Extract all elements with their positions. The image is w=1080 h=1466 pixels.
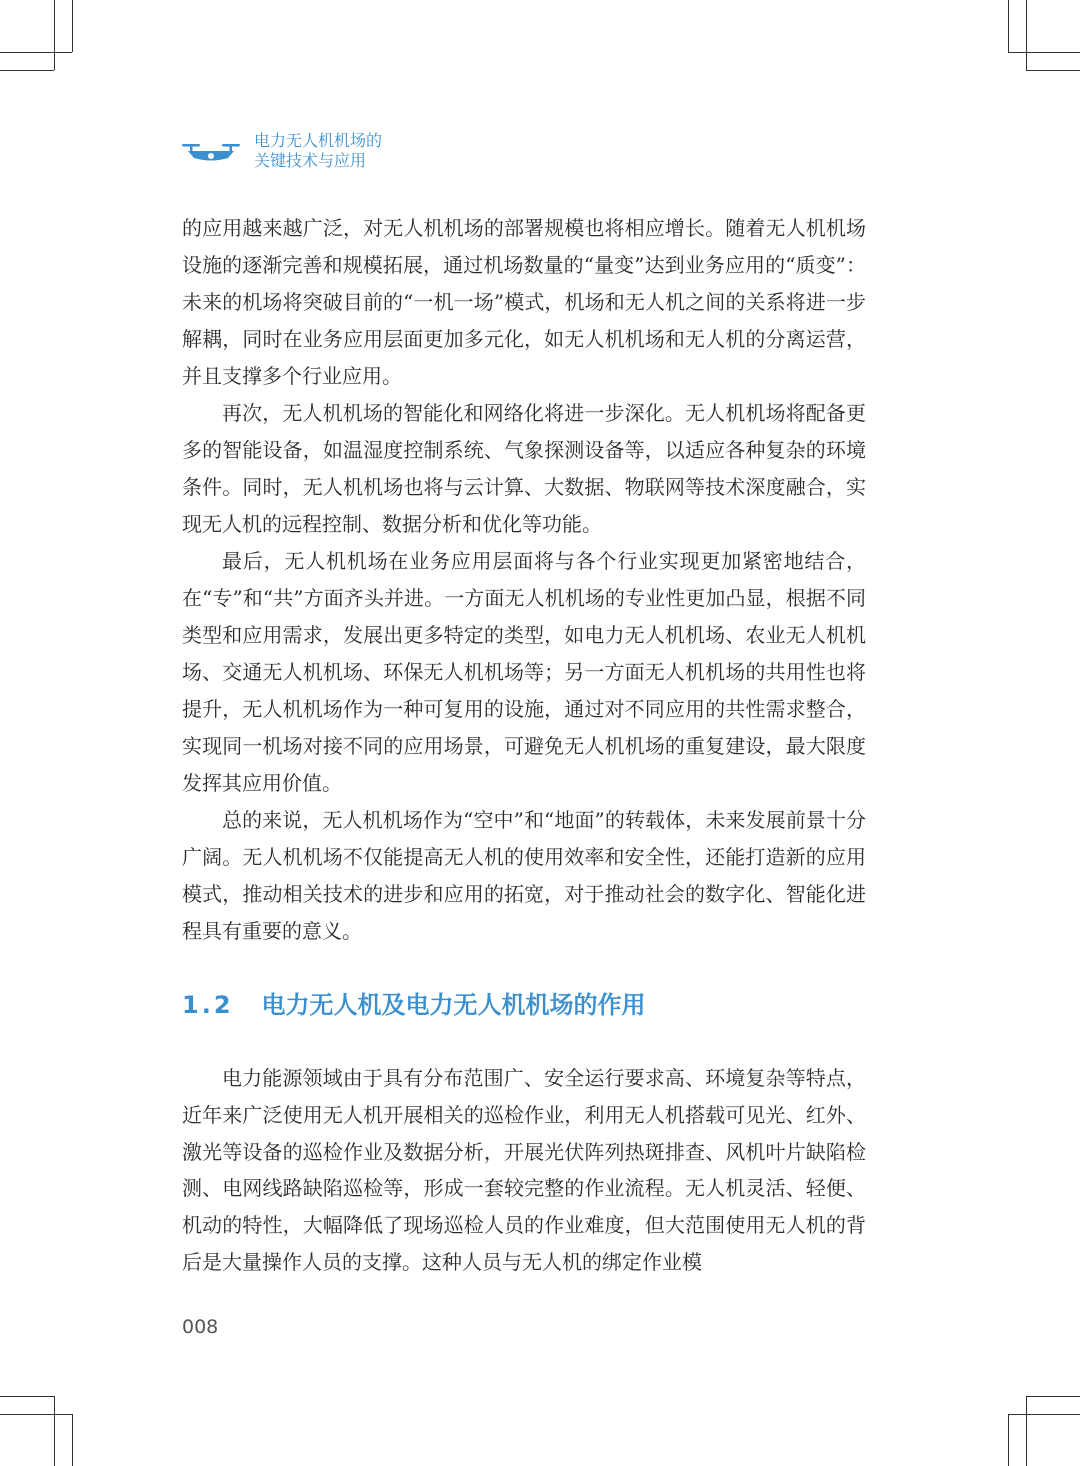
paragraph: 再次，无人机机场的智能化和网络化将进一步深化。无人机机场将配备更多的智能设备，如温湿度控制系统、气象探测设备等，以适应各种复杂的环境条件。同时，无人机机场也将与云计算、大数据、物联网等技术深度融合，实现无人机的远程控制、数据分析和优化等功能。 <box>182 401 866 536</box>
crop-mark <box>54 0 55 70</box>
crop-mark <box>1008 0 1009 52</box>
crop-mark <box>72 1414 73 1466</box>
crop-mark <box>0 1414 72 1415</box>
crop-mark <box>1026 1396 1080 1397</box>
section-number: 1.2 <box>182 991 234 1019</box>
running-header <box>182 131 382 171</box>
running-header-line2: 关键技术与应用 <box>254 151 367 170</box>
crop-mark <box>1008 1414 1009 1466</box>
crop-mark <box>1008 1414 1080 1415</box>
body-text <box>182 210 866 950</box>
paragraph: 总的来说，无人机机场作为“空中”和“地面”的转载体，未来发展前景十分广阔。无人机机场不仅能提高无人机的使用效率和安全性，还能打造新的应用模式，推动相关技术的进步和应用的拓宽，对于推动社会的数字化、智能化进程具有重要的意义。 <box>182 808 866 943</box>
crop-mark <box>1026 70 1080 71</box>
section-heading <box>182 985 646 1025</box>
crop-mark <box>72 0 73 52</box>
paragraph-continued: 的应用越来越广泛，对无人机机场的部署规模也将相应增长。随着无人机机场设施的逐渐完善和规模拓展，通过机场数量的“量变”达到业务应用的“质变”：未来的机场将突破目前的“一机一场”模式，机场和无人机之间的关系将进一步解耦，同时在业务应用层面更加多元化，如无人机机场和无人机的分离运营，并且支撑多个行业应用。 <box>182 216 866 388</box>
crop-mark <box>1026 1396 1027 1466</box>
running-header-line1: 电力无人机机场的 <box>254 131 383 150</box>
crop-mark <box>1008 52 1080 53</box>
section-body-text <box>182 1060 866 1281</box>
crop-mark <box>0 52 72 53</box>
drone-icon <box>182 138 240 164</box>
crop-mark <box>1026 0 1027 70</box>
crop-mark <box>54 1396 55 1466</box>
running-header-title <box>254 131 382 171</box>
paragraph: 最后，无人机机场在业务应用层面将与各个行业实现更加紧密地结合，在“专”和“共”方面齐头并进。一方面无人机机场的专业性更加凸显，根据不同类型和应用需求，发展出更多特定的类型，如电力无人机机场、农业无人机机场、交通无人机机场、环保无人机机场等；另一方面无人机机场的共用性也将提升，无人机机场作为一种可复用的设施，通过对不同应用的共性需求整合，实现同一机场对接不同的应用场景，可避免无人机机场的重复建设，最大限度发挥其应用价值。 <box>182 549 866 795</box>
page-number: 008 <box>182 1316 219 1338</box>
section-title: 电力无人机及电力无人机机场的作用 <box>261 991 646 1019</box>
paragraph: 电力能源领域由于具有分布范围广、安全运行要求高、环境复杂等特点，近年来广泛使用无人机开展相关的巡检作业，利用无人机搭载可见光、红外、激光等设备的巡检作业及数据分析，开展光伏阵列热斑排查、风机叶片缺陷检测、电网线路缺陷巡检等，形成一套较完整的作业流程。无人机灵活、轻便、机动的特性，大幅降低了现场巡检人员的作业难度，但大范围使用无人机的背后是大量操作人员的支撑。这种人员与无人机的绑定作业模 <box>182 1066 866 1274</box>
crop-mark <box>0 1396 54 1397</box>
crop-mark <box>0 70 54 71</box>
